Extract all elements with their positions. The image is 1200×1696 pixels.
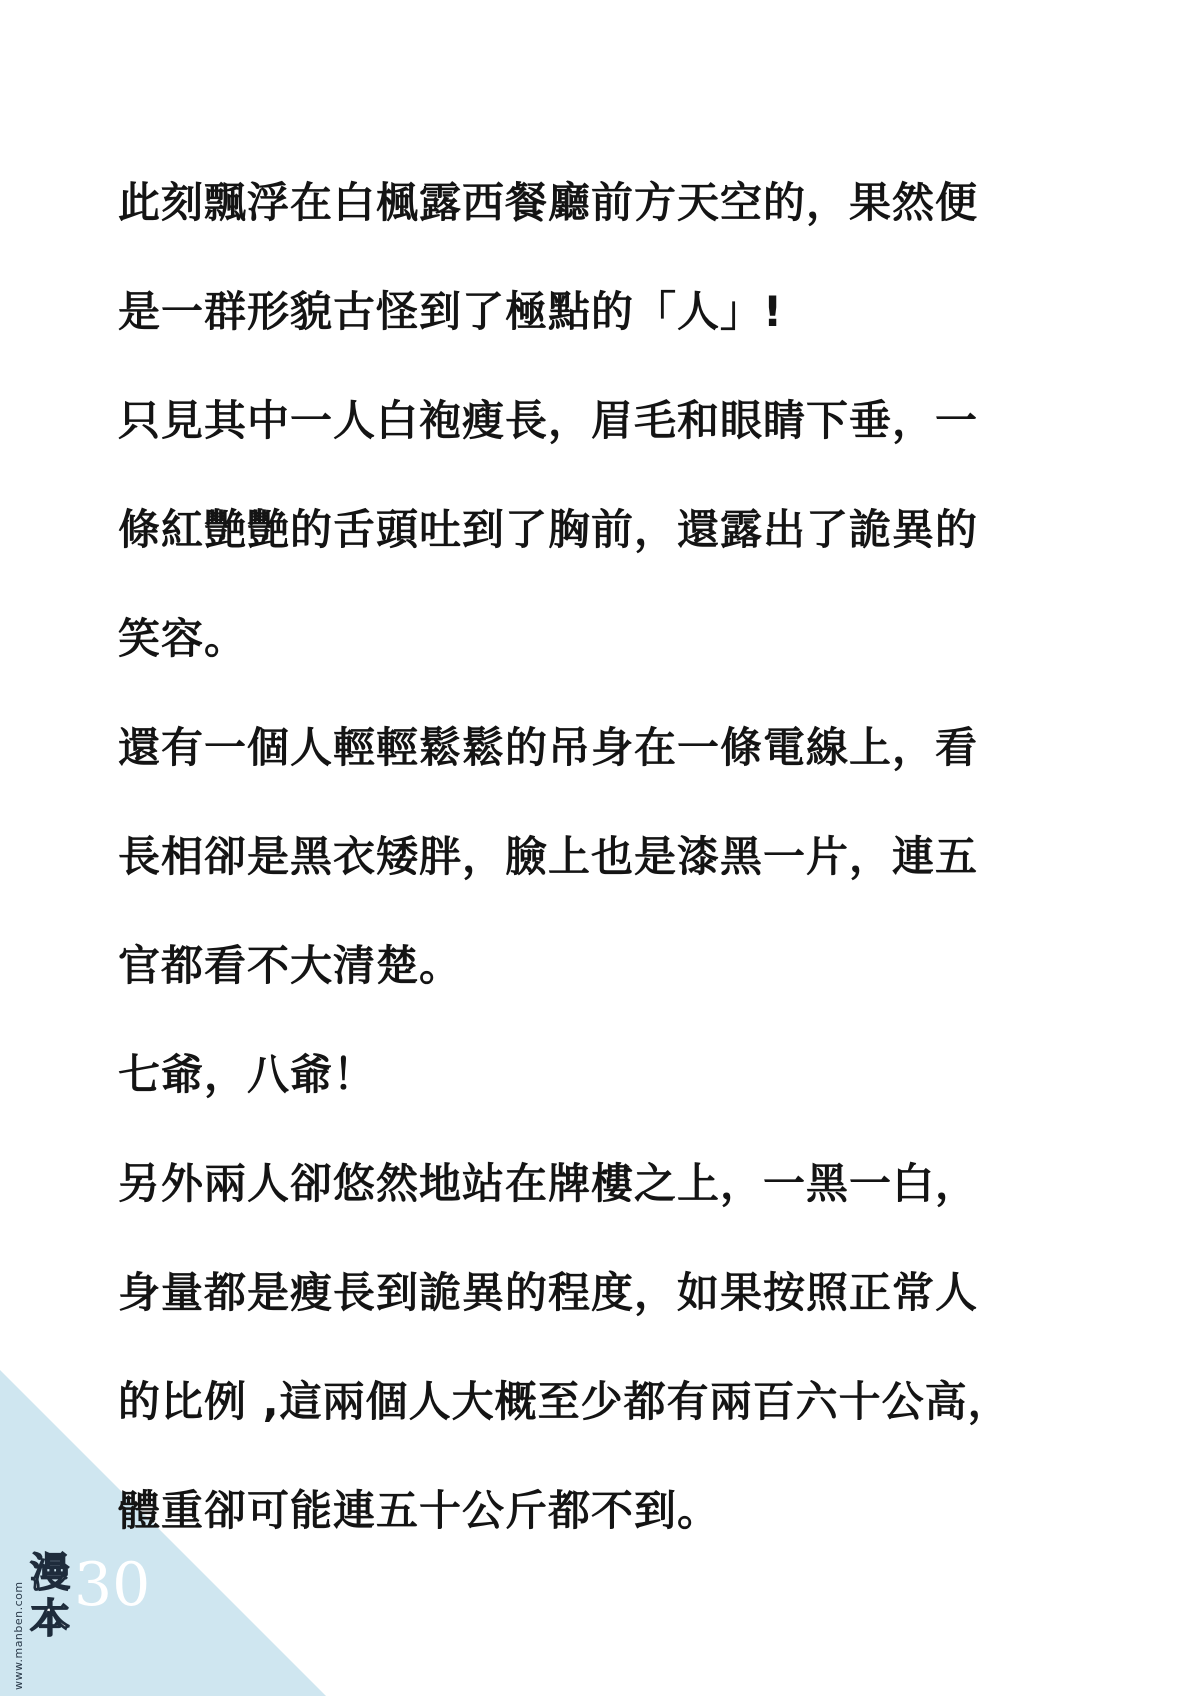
watermark-url: www.manben.com	[12, 1581, 25, 1690]
text-line: 官都看不大清楚。	[118, 941, 463, 990]
body-text	[118, 168, 1098, 1585]
text-line: 是一群形貌古怪到了極點的「人」!	[118, 287, 784, 336]
text-line: 長相卻是黑衣矮胖，臉上也是漆黑一片，連五	[118, 832, 979, 881]
text-line: 此刻飄浮在白楓露西餐廳前方天空的，果然便	[118, 178, 979, 227]
text-line: 體重卻可能連五十公斤都不到。	[118, 1486, 721, 1535]
text-line: 只見其中一人白袍瘦長，眉毛和眼睛下垂，一	[118, 396, 979, 445]
text-line: 另外兩人卻悠然地站在牌樓之上，一黑一白，	[118, 1159, 979, 1208]
text-line: 七爺，八爺！	[118, 1050, 377, 1099]
text-line: 條紅艷艷的舌頭吐到了胸前，還露出了詭異的	[118, 505, 979, 554]
text-line: 笑容。	[118, 614, 248, 663]
text-line: 還有一個人輕輕鬆鬆的吊身在一條電線上，看	[118, 723, 979, 772]
page-number: 30	[74, 1550, 151, 1620]
watermark-logo: 漫本	[30, 1550, 70, 1642]
text-line: 的比例 ,這兩個人大概至少都有兩百六十公高，	[118, 1377, 1011, 1426]
text-line: 身量都是瘦長到詭異的程度，如果按照正常人	[118, 1268, 979, 1317]
